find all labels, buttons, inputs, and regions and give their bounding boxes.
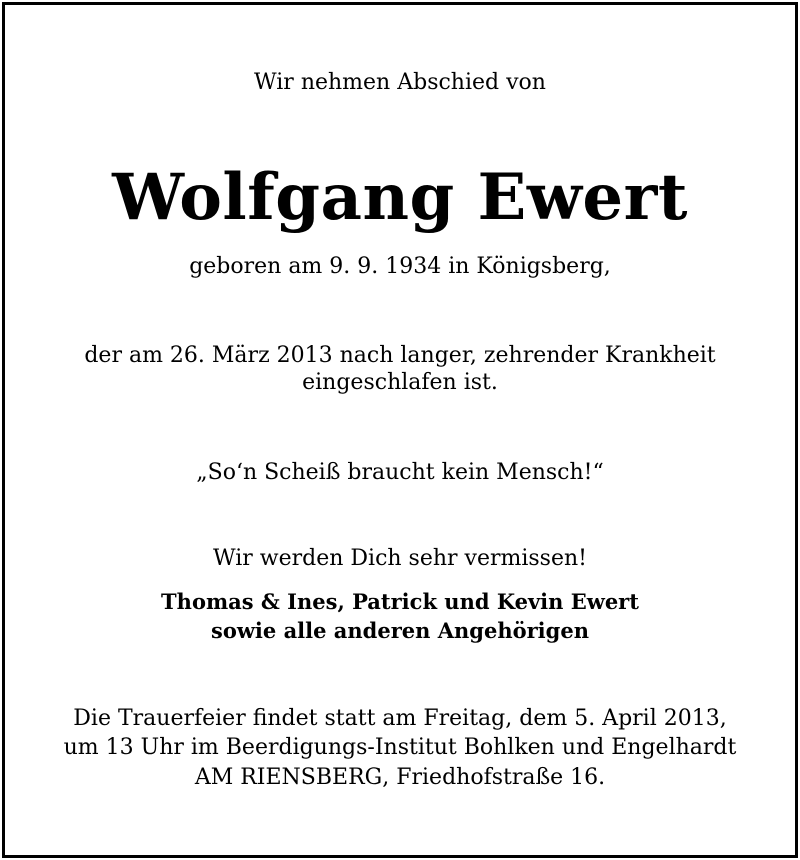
family-line-2: sowie alle anderen Angehörigen [211,618,589,643]
family-line-1: Thomas & Ines, Patrick und Kevin Ewert [161,589,639,614]
deceased-name: Wolfgang Ewert [112,160,688,235]
funeral-venue-name: AM RIENSBERG [194,765,383,790]
funeral-address: , Friedhofstraße 16. [382,765,606,790]
funeral-info-line-1: Die Trauerfeier findet statt am Freitag, dem 5. April 2013, [73,706,727,731]
farewell-text: Wir werden Dich sehr vermissen! [212,546,588,571]
death-info-line-1: der am 26. März 2013 nach langer, zehrender Krankheit [84,343,716,368]
funeral-info-line-2: um 13 Uhr im Beerdigungs-Institut Bohlken und Engelhardt [63,735,737,760]
quote-text: „So‘n Scheiß braucht kein Mensch!“ [196,460,604,485]
birth-info: geboren am 9. 9. 1934 in Königsberg, [189,254,611,279]
funeral-info-line-3 [0,767,800,789]
intro-text: Wir nehmen Abschied von [254,70,546,95]
death-info-line-2: eingeschlafen ist. [302,370,498,395]
